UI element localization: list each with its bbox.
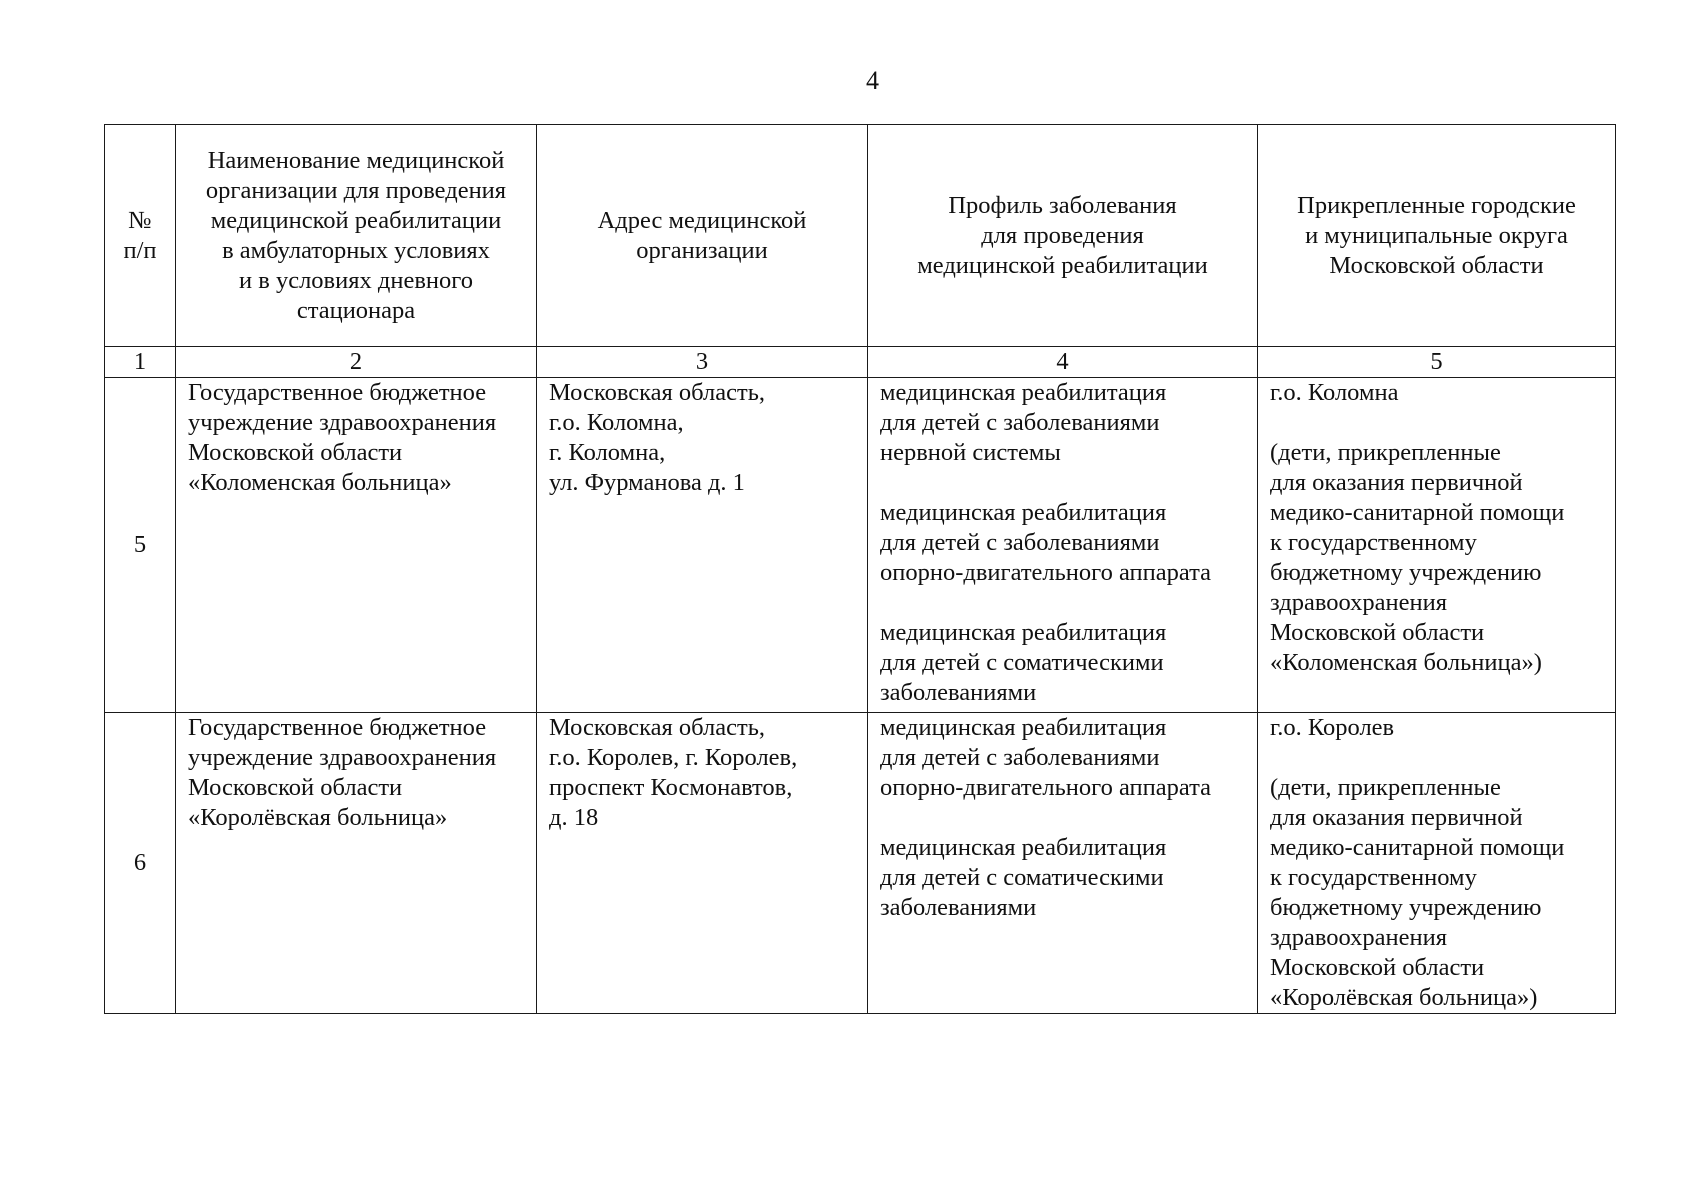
districts-cell-line: бюджетному учреждению [1270, 559, 1542, 586]
column-number-row [105, 347, 1616, 378]
organization-cell-line: Государственное бюджетное [188, 379, 487, 406]
districts-cell-line: «Королёвская больница») [1270, 984, 1538, 1011]
header-address-line: организации [636, 236, 768, 264]
profile-cell [868, 713, 1258, 1014]
address-cell-line: г.о. Королев, г. Королев, [549, 744, 798, 771]
profile-cell [868, 378, 1258, 713]
districts-cell-line: (дети, прикрепленные [1270, 439, 1501, 466]
header-organization-line: Наименование медицинской [207, 146, 505, 174]
districts-cell-line: для оказания первичной [1270, 469, 1523, 496]
header-address-line: Адрес медицинской [597, 206, 807, 234]
districts-cell-line: г.о. Коломна [1270, 379, 1399, 406]
districts-cell-line: здравоохранения [1270, 589, 1447, 616]
header-districts-line: Прикрепленные городские [1297, 191, 1576, 219]
header-organization-line: медицинской реабилитации [210, 206, 502, 234]
table-row [105, 713, 1616, 1014]
districts-cell-line: к государственному [1270, 864, 1477, 891]
address-cell-line: г.о. Коломна, [549, 409, 684, 436]
organization-cell-line: «Коломенская больница» [188, 469, 452, 496]
organization-cell-line: учреждение здравоохранения [188, 409, 497, 436]
profile-cell-line: для детей с соматическими [880, 864, 1164, 891]
column-number: 5 [1258, 347, 1616, 378]
districts-cell-line: «Коломенская больница») [1270, 649, 1542, 676]
profile-cell-line: для детей с заболеваниями [880, 529, 1160, 556]
profile-cell-line: медицинская реабилитация [880, 499, 1167, 526]
organization-cell-line: Московской области [188, 774, 403, 801]
profile-cell-line: заболеваниями [880, 894, 1037, 921]
line-spacer [880, 468, 1251, 498]
profile-cell-line: для детей с соматическими [880, 649, 1164, 676]
profile-cell-line: медицинская реабилитация [880, 379, 1167, 406]
header-organization-line: и в условиях дневного [239, 266, 473, 294]
header-organization-line: стационара [296, 296, 416, 324]
row-number: 5 [105, 378, 176, 713]
districts-cell [1258, 713, 1616, 1014]
table-row [105, 378, 1616, 713]
profile-cell-line: нервной системы [880, 439, 1061, 466]
profile-cell-line: заболеваниями [880, 679, 1037, 706]
profile-cell-line: для детей с заболеваниями [880, 409, 1160, 436]
profile-cell-line: медицинская реабилитация [880, 619, 1167, 646]
address-cell-line: ул. Фурманова д. 1 [549, 469, 745, 496]
districts-cell-line: для оказания первичной [1270, 804, 1523, 831]
districts-cell-line: Московской области [1270, 954, 1485, 981]
profile-cell-line: для детей с заболеваниями [880, 744, 1160, 771]
address-cell-line: проспект Космонавтов, [549, 774, 793, 801]
header-profile-line: для проведения [981, 221, 1144, 249]
header-number-line: № [128, 206, 152, 234]
districts-cell [1258, 378, 1616, 713]
header-organization-line: организации для проведения [205, 176, 507, 204]
organization-cell-line: Государственное бюджетное [188, 714, 487, 741]
header-districts-line: Московской области [1329, 251, 1544, 279]
districts-cell-line: медико-санитарной помощи [1270, 834, 1565, 861]
profile-cell-line: опорно-двигательного аппарата [880, 559, 1211, 586]
header-number-line: п/п [123, 236, 157, 264]
profile-cell-line: медицинская реабилитация [880, 714, 1167, 741]
address-cell-line: г. Коломна, [549, 439, 666, 466]
line-spacer [1270, 743, 1609, 773]
districts-cell-line: (дети, прикрепленные [1270, 774, 1501, 801]
rehabilitation-table [104, 124, 1616, 1014]
header-districts [1258, 125, 1616, 347]
header-profile-line: Профиль заболевания [948, 191, 1177, 219]
column-number: 4 [868, 347, 1258, 378]
address-cell [537, 378, 868, 713]
header-address [537, 125, 868, 347]
header-profile-line: медицинской реабилитации [917, 251, 1208, 279]
header-organization [176, 125, 537, 347]
districts-cell-line: Московской области [1270, 619, 1485, 646]
column-number: 2 [176, 347, 537, 378]
profile-cell-line: опорно-двигательного аппарата [880, 774, 1211, 801]
column-number: 3 [537, 347, 868, 378]
table-header-row [105, 125, 1616, 347]
row-number: 6 [105, 713, 176, 1014]
organization-cell-line: Московской области [188, 439, 403, 466]
profile-cell-line: медицинская реабилитация [880, 834, 1167, 861]
organization-cell-line: «Королёвская больница» [188, 804, 448, 831]
address-cell-line: Московская область, [549, 379, 766, 406]
address-cell [537, 713, 868, 1014]
header-organization-line: в амбулаторных условиях [222, 236, 490, 264]
organization-cell [176, 378, 537, 713]
districts-cell-line: к государственному [1270, 529, 1477, 556]
districts-cell-line: здравоохранения [1270, 924, 1447, 951]
address-cell-line: д. 18 [549, 804, 599, 831]
page-number: 4 [866, 66, 879, 95]
districts-cell-line: бюджетному учреждению [1270, 894, 1542, 921]
column-number: 1 [105, 347, 176, 378]
header-districts-line: и муниципальные округа [1305, 221, 1568, 249]
line-spacer [880, 803, 1251, 833]
organization-cell [176, 713, 537, 1014]
line-spacer [880, 588, 1251, 618]
districts-cell-line: г.о. Королев [1270, 714, 1395, 741]
header-number [105, 125, 176, 347]
organization-cell-line: учреждение здравоохранения [188, 744, 497, 771]
header-profile [868, 125, 1258, 347]
line-spacer [1270, 408, 1609, 438]
districts-cell-line: медико-санитарной помощи [1270, 499, 1565, 526]
address-cell-line: Московская область, [549, 714, 766, 741]
